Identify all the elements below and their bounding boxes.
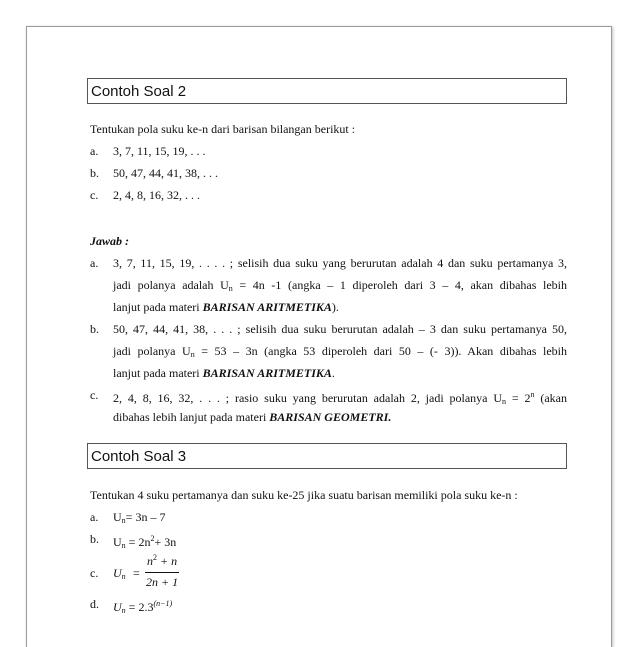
section-2-title-box <box>87 78 567 104</box>
s3-question-b-label: b. <box>90 532 99 546</box>
section-2-intro: Tentukan pola suku ke-n dari barisan bilangan berikut : <box>90 122 356 136</box>
answer-a-line-3: lanjut pada materi BARISAN ARITMETIKA). <box>113 300 339 314</box>
question-b-text: 50, 47, 44, 41, 38, . . . <box>113 166 218 180</box>
section-2-title: Contoh Soal 2 <box>91 83 187 100</box>
answer-c-line-2: dibahas lebih lanjut pada materi BARISAN GEOMETRI. <box>113 410 392 424</box>
s3-question-c-lhs: $U_n$ <box>113 566 126 581</box>
answer-b-label: b. <box>90 322 99 336</box>
question-a-text: 3, 7, 11, 15, 19, . . . <box>113 144 206 158</box>
s3-question-c-denominator: 2n + 1 <box>146 575 179 589</box>
s3-question-d-label: d. <box>90 597 99 611</box>
answer-b-line-1: 50, 47, 44, 41, 38, . . . ; selisih dua suku berurutan adalah – 3 dan suku pertamanya 50, <box>113 322 567 336</box>
s3-question-c-numerator: $n^2 + n$ <box>147 553 178 568</box>
section-3-title-box <box>87 443 567 469</box>
barisan-geometri-term: BARISAN GEOMETRI. <box>269 410 392 424</box>
s3-question-a-label: a. <box>90 510 99 524</box>
question-c-label: c. <box>90 188 99 202</box>
barisan-aritmetika-term: BARISAN ARITMETIKA <box>202 300 332 314</box>
answer-c-line-1: 2, 4, 8, 16, 32, . . . ; rasio suku yang berurutan adalah 2, jadi polanya $U_n = 2^n$ (akan <box>113 390 567 406</box>
s3-question-c-fraction-bar <box>145 572 179 573</box>
s3-question-b-formula: $U_n = 2n^2+ 3n$ <box>113 534 177 550</box>
s3-question-d-formula: $U_n = 2.3^{(n-1)}$ <box>113 599 173 615</box>
answer-b-line-2: jadi polanya $U_n = 53 - 3n$ (angka 53 diperoleh dari 50 – (- 3)). Akan dibahas lebih <box>113 344 567 359</box>
answer-a-line-2: jadi polanya adalah $U_n = 4n$ -1 (angka – 1 diperoleh dari 3 – 4, akan dibahas lebih <box>113 278 568 293</box>
answer-b-line-3: lanjut pada materi BARISAN ARITMETIKA. <box>113 366 335 380</box>
barisan-aritmetika-term: BARISAN ARITMETIKA <box>202 366 332 380</box>
section-3-intro: Tentukan 4 suku pertamanya dan suku ke-25 jika suatu barisan memiliki pola suku ke-n : <box>90 488 518 502</box>
question-c-text: 2, 4, 8, 16, 32, . . . <box>113 188 200 202</box>
question-a-label: a. <box>90 144 99 158</box>
section-3-title: Contoh Soal 3 <box>91 448 187 465</box>
s3-question-a-formula: $U_n= 3n - 7$ <box>113 510 166 525</box>
answer-heading: Jawab : <box>90 234 129 248</box>
answer-c-label: c. <box>90 388 99 402</box>
question-b-label: b. <box>90 166 99 180</box>
answer-a-label: a. <box>90 256 99 270</box>
s3-question-c-label: c. <box>90 566 99 580</box>
answer-a-line-1: 3, 7, 11, 15, 19, . . . . ; selisih dua suku yang berurutan adalah 4 dan suku pertamanya 3, <box>113 256 567 270</box>
document-page <box>26 26 612 647</box>
s3-question-c-equals: = <box>133 566 140 580</box>
